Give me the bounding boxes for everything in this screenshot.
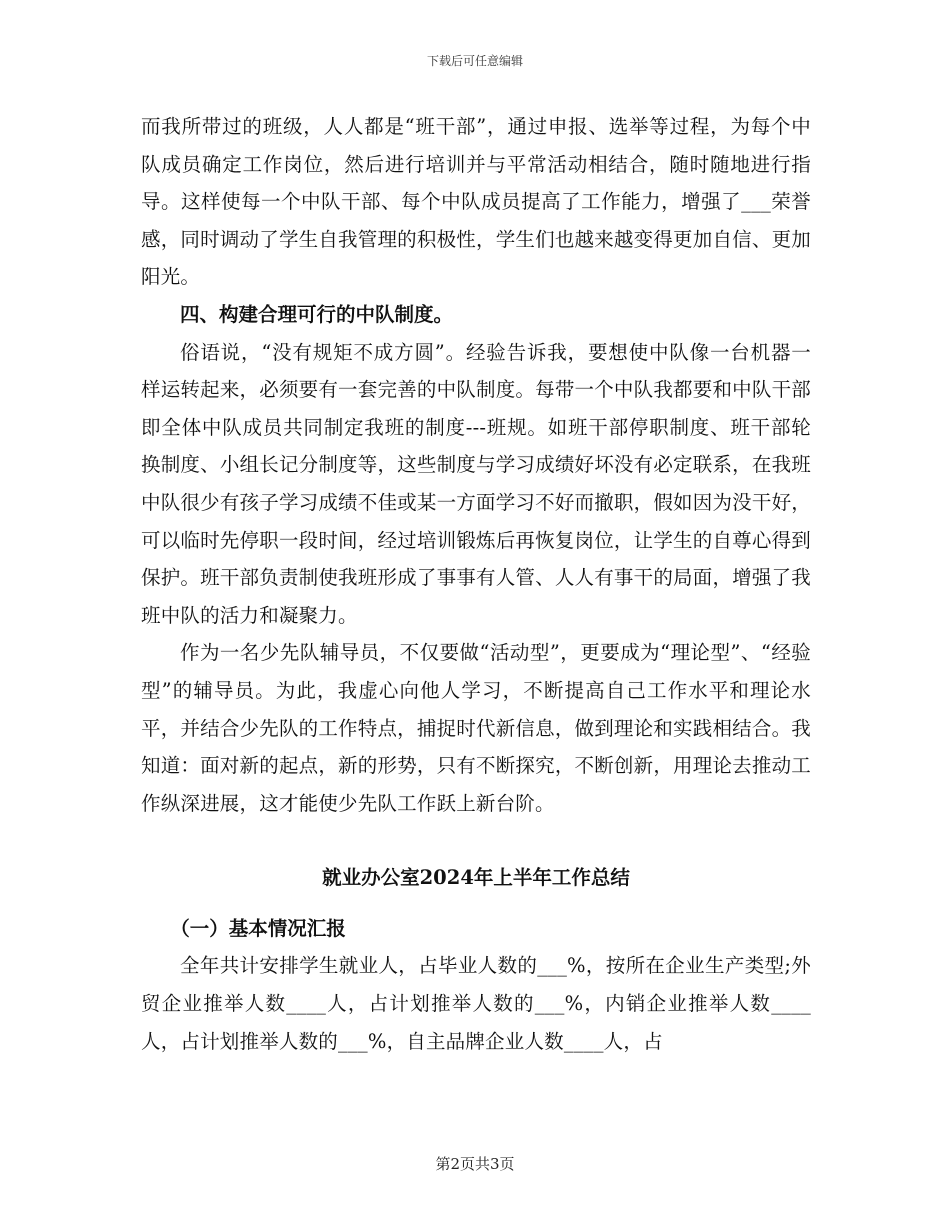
paragraph-class-cadres: 而我所带过的班级，人人都是“班干部”，通过申报、选举等过程，为每个中队成员确定工作岗位，然后进行培训并与平常活动相结合，随时随地进行指导。这样使每一个中队干部、每个中队成员提高了工作能力，增强了___荣誉感，同时调动了学生自我管理的积极性，学生们也越来越变得更加自信、更加阳光。 <box>141 115 811 289</box>
page-header: 下载后可任意编辑 <box>426 54 523 68</box>
section-heading-4: 四、构建合理可行的中队制度。 <box>180 302 454 326</box>
document-body <box>141 108 811 1060</box>
sub-heading-basic-info: （一）基本情况汇报 <box>170 916 346 940</box>
paragraph-employment-stats: 全年共计安排学生就业人，占毕业人数的___%，按所在企业生产类型;外贸企业推举人数____人，占计划推举人数的___%，内销企业推举人数____人，占计划推举人数的___%，自主品牌企业人数____人，占 <box>141 954 811 1053</box>
paragraph-squad-rules: 俗语说，“没有规矩不成方圆”。经验告诉我，要想使中队像一台机器一样运转起来，必须要有一套完善的中队制度。每带一个中队我都要和中队干部即全体中队成员共同制定我班的制度---班规。如班干部停职制度、班干部轮换制度、小组长记分制度等，这些制度与学习成绩好坏没有必定联系，在我班中队很少有孩子学习成绩不佳或某一方面学习不好而撤职，假如因为没干好，可以临时先停职一段时间，经过培训锻炼后再恢复岗位，让学生的自尊心得到保护。班干部负责制使我班形成了事事有人管、人人有事干的局面，增强了我班中队的活力和凝聚力。 <box>141 340 811 627</box>
page-footer: 第2页共3页 <box>435 1155 515 1173</box>
document-title: 就业办公室2024年上半年工作总结 <box>322 866 630 890</box>
paragraph-counselor-role: 作为一名少先队辅导员，不仅要做“活动型”，更要成为“理论型”、“经验型”的辅导员。为此，我虚心向他人学习，不断提高自己工作水平和理论水平，并结合少先队的工作特点，捕捉时代新信息，做到理论和实践相结合。我知道：面对新的起点，新的形势，只有不断探究，不断创新，用理论去推动工作纵深进展，这才能使少先队工作跃上新台阶。 <box>141 641 811 815</box>
